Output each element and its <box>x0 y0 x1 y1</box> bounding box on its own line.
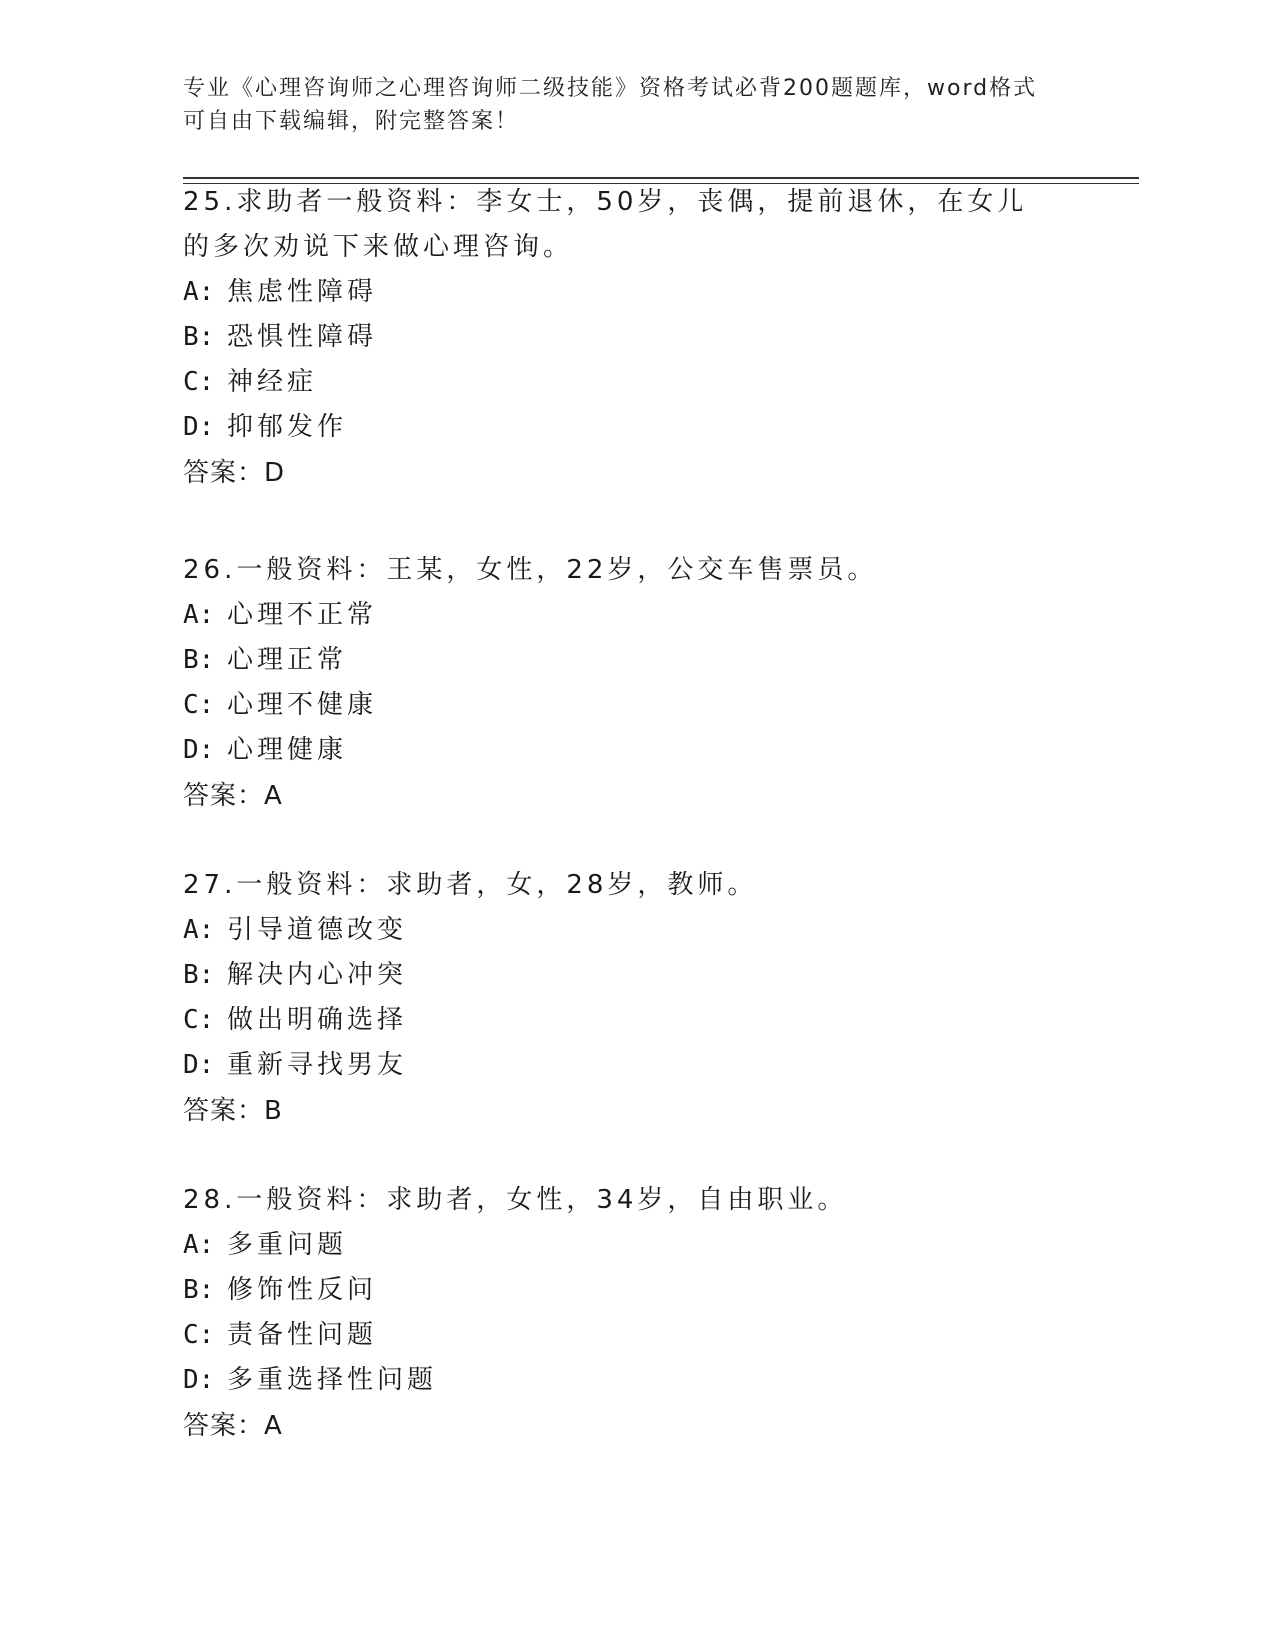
question-26 <box>183 548 1083 819</box>
option-text: 抑郁发作 <box>227 412 348 442</box>
option-letter: D: <box>183 1050 215 1080</box>
option-letter: C: <box>183 1005 215 1035</box>
option-text: 心理正常 <box>227 645 348 675</box>
option-text: 神经症 <box>227 367 318 397</box>
option-text: 心理健康 <box>227 735 348 765</box>
header-line-1: 专业《心理咨询师之心理咨询师二级技能》资格考试必背200题题库，word格式 <box>183 76 1038 101</box>
option-text: 心理不健康 <box>227 690 378 720</box>
option-text: 解决内心冲突 <box>227 960 408 990</box>
option-c <box>183 360 1083 405</box>
option-d <box>183 405 1083 450</box>
option-text: 责备性问题 <box>227 1320 378 1350</box>
option-text: 心理不正常 <box>227 600 378 630</box>
answer-line: 答案：A <box>183 781 283 811</box>
option-text: 多重问题 <box>227 1230 348 1260</box>
option-letter: A: <box>183 277 215 307</box>
option-c <box>183 998 1083 1043</box>
question-25 <box>183 180 1083 496</box>
option-letter: C: <box>183 690 215 720</box>
question-27 <box>183 863 1083 1134</box>
option-b <box>183 1268 1083 1313</box>
option-b <box>183 953 1083 998</box>
option-text: 引导道德改变 <box>227 915 408 945</box>
option-letter: B: <box>183 645 215 675</box>
option-d <box>183 1358 1083 1403</box>
question-stem: 28.一般资料：求助者，女性，34岁，自由职业。 <box>183 1185 848 1215</box>
option-text: 做出明确选择 <box>227 1005 408 1035</box>
option-letter: A: <box>183 1230 215 1260</box>
answer-line: 答案：A <box>183 1411 283 1441</box>
option-d <box>183 1043 1083 1088</box>
question-stem: 25.求助者一般资料：李女士，50岁，丧偶，提前退休，在女儿的多次劝说下来做心理咨询。 <box>183 187 1028 262</box>
option-letter: B: <box>183 960 215 990</box>
option-letter: C: <box>183 367 215 397</box>
option-d <box>183 728 1083 773</box>
header-divider-thick <box>183 177 1139 179</box>
question-stem: 27.一般资料：求助者，女，28岁，教师。 <box>183 870 758 900</box>
option-text: 修饰性反问 <box>227 1275 378 1305</box>
option-c <box>183 1313 1083 1358</box>
answer-line: 答案：D <box>183 458 286 488</box>
answer-line: 答案：B <box>183 1096 283 1126</box>
option-letter: D: <box>183 412 215 442</box>
option-letter: A: <box>183 600 215 630</box>
option-letter: B: <box>183 1275 215 1305</box>
option-a <box>183 908 1083 953</box>
option-letter: D: <box>183 735 215 765</box>
option-text: 多重选择性问题 <box>227 1365 438 1395</box>
option-text: 重新寻找男友 <box>227 1050 408 1080</box>
header-line-2: 可自由下载编辑，附完整答案！ <box>183 109 520 134</box>
option-letter: A: <box>183 915 215 945</box>
option-letter: C: <box>183 1320 215 1350</box>
option-a <box>183 270 1083 315</box>
option-a <box>183 1223 1083 1268</box>
option-text: 恐惧性障碍 <box>227 322 378 352</box>
document-header <box>183 72 1063 138</box>
option-letter: B: <box>183 322 215 352</box>
question-stem: 26.一般资料：王某，女性，22岁，公交车售票员。 <box>183 555 878 585</box>
option-c <box>183 683 1083 728</box>
question-28 <box>183 1178 1083 1449</box>
option-text: 焦虑性障碍 <box>227 277 378 307</box>
option-letter: D: <box>183 1365 215 1395</box>
option-a <box>183 593 1083 638</box>
option-b <box>183 315 1083 360</box>
option-b <box>183 638 1083 683</box>
